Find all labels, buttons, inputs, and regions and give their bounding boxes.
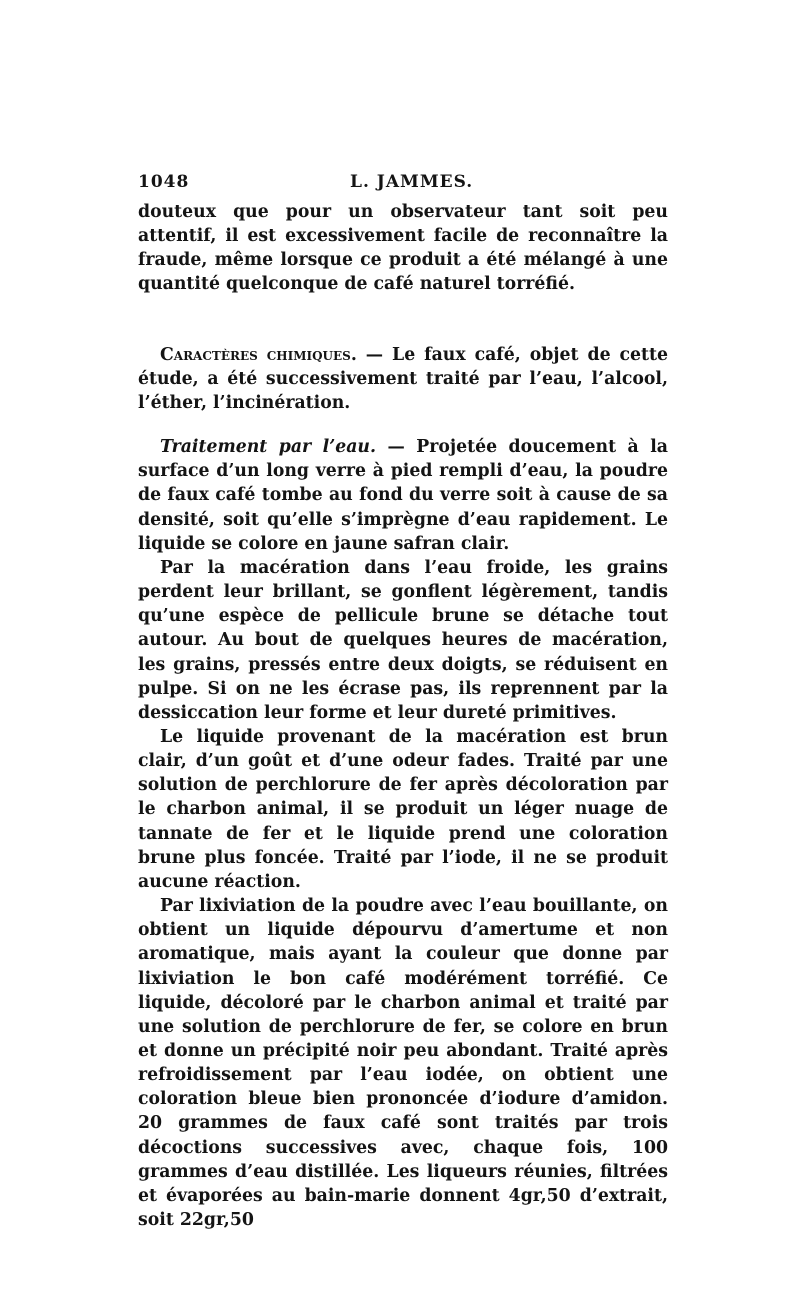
paragraph-water-treatment xyxy=(138,435,668,556)
page-header xyxy=(138,172,668,198)
body-text xyxy=(138,200,668,1232)
paragraph-maceration xyxy=(138,556,668,725)
paragraph-text: douteux que pour un observateur tant soit peu attentif, il est excessivement facile de reconnaître la fraude, même lorsque ce produit a été mélangé à une quantité quelconque de café naturel torréfié. xyxy=(138,202,668,295)
paragraph-continuation xyxy=(138,200,668,297)
paragraph-text: Par la macération dans l’eau froide, les grains perdent leur brillant, se gonflent légèrement, tandis qu’une espèce de pellicule brune se détache tout autour. Au bout de quelques heures de macération, les grains, pressés entre deux doigts, se réduisent en pulpe. Si on ne les écrase pas, ils reprennent par la dessiccation leur forme et leur dureté primitives. xyxy=(138,557,668,723)
section-heading: Caractères chimiques. xyxy=(160,344,357,365)
paragraph-text: Par lixiviation de la poudre avec l’eau bouillante, on obtient un liquide dépourvu d’amertume et non aromatique, mais ayant la couleur que donne par lixiviation le bon café modérément torréfié. Ce liquide, décoloré par le charbon animal et traité par une solution de perchlorure de fer, se colore en brun et donne un précipité noir peu abondant. Traité après refroidissement par l’eau iodée, on obtient une coloration bleue bien prononcée d’iodure d’amidon. 20 grammes de faux café sont traités par trois décoctions successives avec, chaque fois, 100 grammes d’eau distillée. Les liqueurs réunies, filtrées et évaporées au bain-marie donnent 4gr,50 d’extrait, soit 22gr,50 xyxy=(138,896,668,1231)
running-head: L. JAMMES. xyxy=(350,172,474,192)
paragraph-liquid xyxy=(138,725,668,894)
paragraph-text: Le liquide provenant de la macération est brun clair, d’un goût et d’une odeur fades. Traité par une solution de perchlorure de fer après décoloration par le charbon animal, il se produit un léger nuage de tannate de fer et le liquide prend une coloration brune plus foncée. Traité par l’iode, il ne se produit aucune réaction. xyxy=(138,726,668,892)
paragraph-chemical-characters xyxy=(138,343,668,415)
paragraph-text: — Le faux café, objet de cette étude, a été successivement traité par l’eau, l’alcool, l’éther, l’incinération. xyxy=(138,344,668,413)
page-number: 1048 xyxy=(138,172,190,192)
paragraph-text: — Projetée doucement à la surface d’un long verre à pied rempli d’eau, la poudre de faux café tombe au fond du verre soit à cause de sa densité, soit qu’elle s’imprègne d’eau rapidement. Le liquide se colore en jaune safran clair. xyxy=(138,437,669,554)
paragraph-lixiviation xyxy=(138,894,668,1232)
section-heading: Traitement par l’eau. xyxy=(160,437,376,458)
